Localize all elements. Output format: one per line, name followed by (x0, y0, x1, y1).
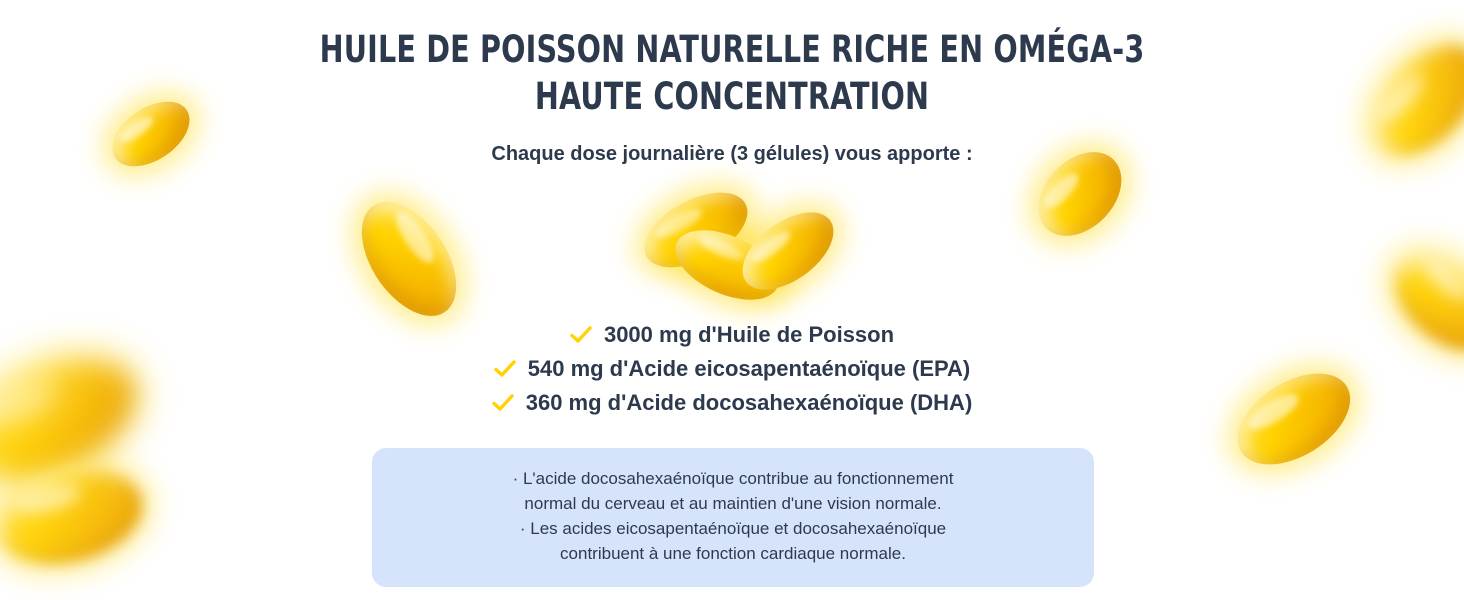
benefit-label: 3000 mg d'Huile de Poisson (603, 322, 895, 347)
list-item (0, 318, 1464, 352)
note-line: normal du cerveau et au maintien d'une vision normale. (524, 494, 942, 514)
softgel-capsule-icon (343, 185, 476, 332)
page-title-line-2: HAUTE CONCENTRATION (534, 75, 930, 119)
list-item (0, 352, 1464, 386)
benefit-label: 360 mg d'Acide docosahexaénoïque (DHA) (525, 390, 973, 416)
check-icon (492, 392, 514, 414)
benefits-list (0, 318, 1464, 420)
softgel-capsule-icon (0, 453, 153, 579)
softgel-capsule-icon (665, 216, 789, 314)
note-line: · Les acides eicosapentaénoïque et docosahexaénoïque (519, 519, 947, 539)
note-line: · L'acide docosahexaénoïque contribue au fonctionnement (512, 469, 954, 488)
softgel-capsule-icon (729, 197, 847, 305)
benefit-label: 540 mg d'Acide eicosapentaénoïque (EPA) (527, 356, 971, 382)
list-item (0, 386, 1464, 420)
check-icon (494, 358, 516, 380)
page-title-line-1: HUILE DE POISSON NATURELLE RICHE EN OMÉGA-3 (319, 28, 1145, 71)
dosage-subtitle: Chaque dose journalière (3 gélules) vous apporte : (491, 142, 973, 165)
check-icon (570, 324, 592, 346)
health-claims-note (372, 448, 1094, 587)
note-line: contribuent à une fonction cardiaque normale. (560, 544, 906, 564)
softgel-capsule-icon (632, 177, 759, 283)
page-title (102, 0, 1361, 121)
